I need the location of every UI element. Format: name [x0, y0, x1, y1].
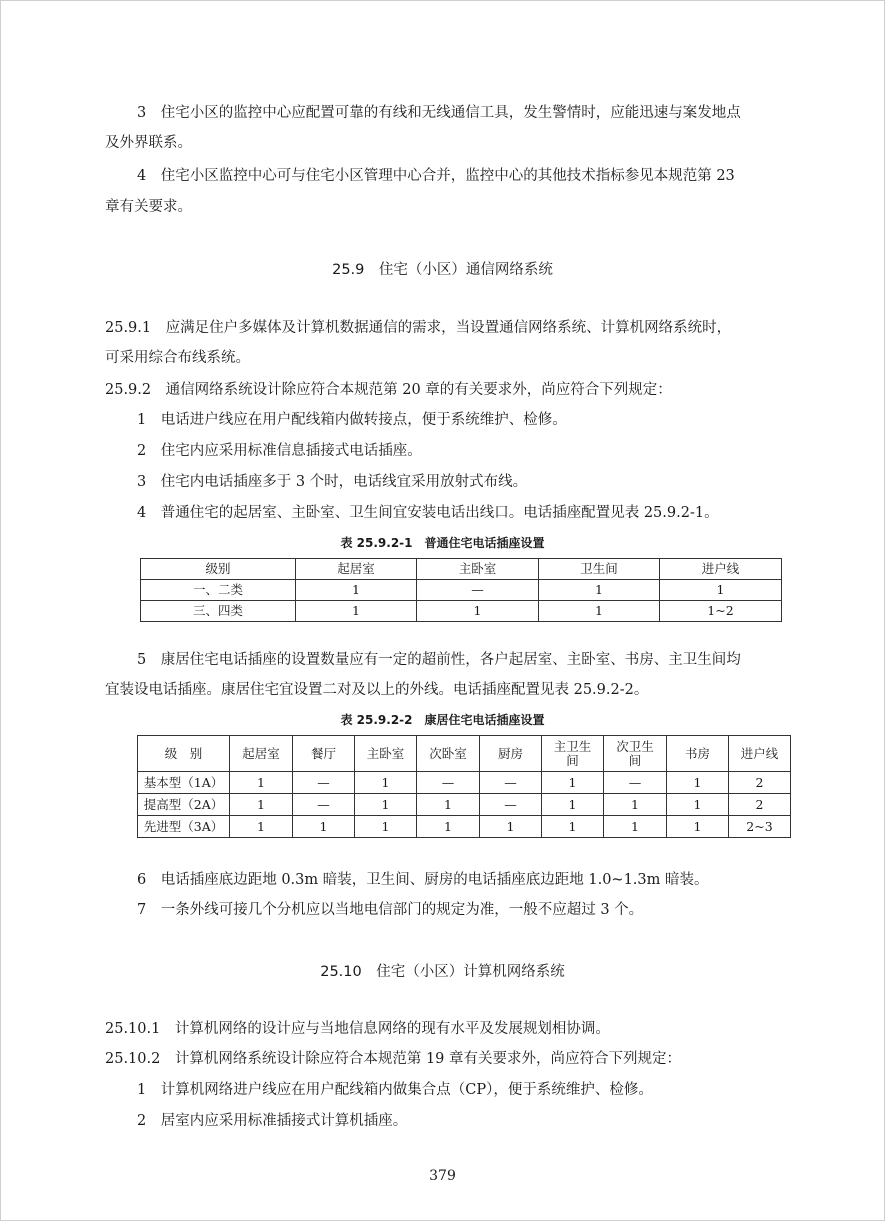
- table-header-cell: 级 别: [138, 736, 230, 772]
- table-cell: 2~3: [729, 816, 791, 838]
- clause-25-10-2: 25.10.2 计算机网络系统设计除应符合本规范第 19 章有关要求外，尚应符合下列规定：: [105, 1051, 682, 1067]
- paragraph-3-line1: 3 住宅小区的监控中心应配置可靠的有线和无线通信工具，发生警情时，应能迅速与案发地点: [137, 105, 741, 121]
- list-item-2-computer: 2 居室内应采用标准插接式计算机插座。: [137, 1113, 408, 1129]
- table-cell: 1: [417, 816, 480, 838]
- table-header-cell: 主卫生间: [542, 736, 604, 772]
- table2-caption: 表 25.9.2-2 康居住宅电话插座设置: [340, 713, 545, 727]
- table-cell: 1: [604, 816, 667, 838]
- table-cell: 1: [539, 580, 660, 601]
- table-header-cell: 次卧室: [417, 736, 480, 772]
- paragraph-4-line2: 章有关要求。: [105, 199, 192, 215]
- clause-25-10-1: 25.10.1 计算机网络的设计应与当地信息网络的现有水平及发展规划相协调。: [105, 1021, 610, 1037]
- table-cell: 提高型（2A）: [138, 794, 230, 816]
- table-cell: 1: [355, 794, 417, 816]
- table-header-cell: 餐厅: [293, 736, 355, 772]
- table-cell: 1: [296, 601, 417, 622]
- list-item-5-line1: 5 康居住宅电话插座的设置数量应有一定的超前性，各户起居室、主卧室、书房、主卫生间均: [137, 652, 741, 668]
- list-item-6: 6 电话插座底边距地 0.3m 暗装，卫生间、厨房的电话插座底边距地 1.0~1.3m 暗装。: [137, 872, 709, 888]
- table-cell: —: [417, 772, 480, 794]
- table-cell: 1: [667, 794, 729, 816]
- section-heading-25-10: 25.10 住宅（小区）计算机网络系统: [320, 964, 565, 980]
- table-header-cell: 主卧室: [355, 736, 417, 772]
- table-cell: 1: [417, 601, 539, 622]
- table-cell: —: [480, 772, 542, 794]
- table-cell: —: [293, 794, 355, 816]
- table-header-cell: 次卫生间: [604, 736, 667, 772]
- table-header-cell: 主卧室: [417, 559, 539, 580]
- table-cell: 1: [542, 794, 604, 816]
- table-cell: 1: [667, 816, 729, 838]
- table-25-9-2-1: [140, 558, 782, 622]
- table-cell: 2: [729, 794, 791, 816]
- table-header-cell: 进户线: [729, 736, 791, 772]
- paragraph-4-line1: 4 住宅小区监控中心可与住宅小区管理中心合并，监控中心的其他技术指标参见本规范第 23: [137, 168, 735, 184]
- list-item-7: 7 一条外线可接几个分机应以当地电信部门的规定为准，一般不应超过 3 个。: [137, 902, 644, 918]
- table-cell: —: [604, 772, 667, 794]
- table-cell: 一、二类: [141, 580, 296, 601]
- table-cell: 1: [355, 816, 417, 838]
- table-header-cell: 起居室: [230, 736, 293, 772]
- table-cell: 1~2: [660, 601, 782, 622]
- table-cell: 2: [729, 772, 791, 794]
- list-item-3: 3 住宅内电话插座多于 3 个时，电话线宜采用放射式布线。: [137, 474, 528, 490]
- list-item-4: 4 普通住宅的起居室、主卧室、卫生间宜安装电话出线口。电话插座配置见表 25.9.2-1。: [137, 505, 719, 521]
- clause-25-9-1-line2: 可采用综合布线系统。: [105, 350, 250, 366]
- table-header-cell: 卫生间: [539, 559, 660, 580]
- section-heading-25-9: 25.9 住宅（小区）通信网络系统: [332, 262, 553, 278]
- table-cell: —: [480, 794, 542, 816]
- table-header-cell: 级别: [141, 559, 296, 580]
- table-cell: 1: [296, 580, 417, 601]
- table-row: [138, 816, 791, 838]
- table-cell: 1: [417, 794, 480, 816]
- table-header-cell: 进户线: [660, 559, 782, 580]
- table-cell: 1: [480, 816, 542, 838]
- clause-25-9-2: 25.9.2 通信网络系统设计除应符合本规范第 20 章的有关要求外，尚应符合下列规定：: [105, 382, 672, 398]
- table-cell: 1: [230, 816, 293, 838]
- table-row: [138, 794, 791, 816]
- list-item-1: 1 电话进户线应在用户配线箱内做转接点，便于系统维护、检修。: [137, 412, 567, 428]
- page-number: 379: [429, 1168, 456, 1184]
- table-cell: 1: [230, 772, 293, 794]
- table-header-cell: 厨房: [480, 736, 542, 772]
- table-cell: 基本型（1A）: [138, 772, 230, 794]
- table-25-9-2-2: [137, 735, 791, 838]
- table-cell: 1: [230, 794, 293, 816]
- table-cell: 1: [667, 772, 729, 794]
- table-cell: 三、四类: [141, 601, 296, 622]
- list-item-1-computer: 1 计算机网络进户线应在用户配线箱内做集合点（CP），便于系统维护、检修。: [137, 1082, 653, 1098]
- table-row: [141, 601, 782, 622]
- list-item-5-line2: 宜装设电话插座。康居住宅宜设置二对及以上的外线。电话插座配置见表 25.9.2-2。: [105, 682, 649, 698]
- table-cell: 1: [604, 794, 667, 816]
- table-row: [141, 580, 782, 601]
- table1-caption: 表 25.9.2-1 普通住宅电话插座设置: [340, 536, 545, 550]
- table-row: [138, 772, 791, 794]
- table-cell: 先进型（3A）: [138, 816, 230, 838]
- table-cell: 1: [660, 580, 782, 601]
- table-header-cell: 书房: [667, 736, 729, 772]
- table-header-cell: 起居室: [296, 559, 417, 580]
- table-cell: 1: [542, 816, 604, 838]
- table-cell: 1: [355, 772, 417, 794]
- list-item-2: 2 住宅内应采用标准信息插接式电话插座。: [137, 443, 422, 459]
- paragraph-3-line2: 及外界联系。: [105, 135, 192, 151]
- table-cell: 1: [293, 816, 355, 838]
- table-cell: —: [417, 580, 539, 601]
- table-cell: 1: [542, 772, 604, 794]
- table-cell: —: [293, 772, 355, 794]
- clause-25-9-1-line1: 25.9.1 应满足住户多媒体及计算机数据通信的需求，当设置通信网络系统、计算机网络系统时，: [105, 320, 732, 336]
- table-cell: 1: [539, 601, 660, 622]
